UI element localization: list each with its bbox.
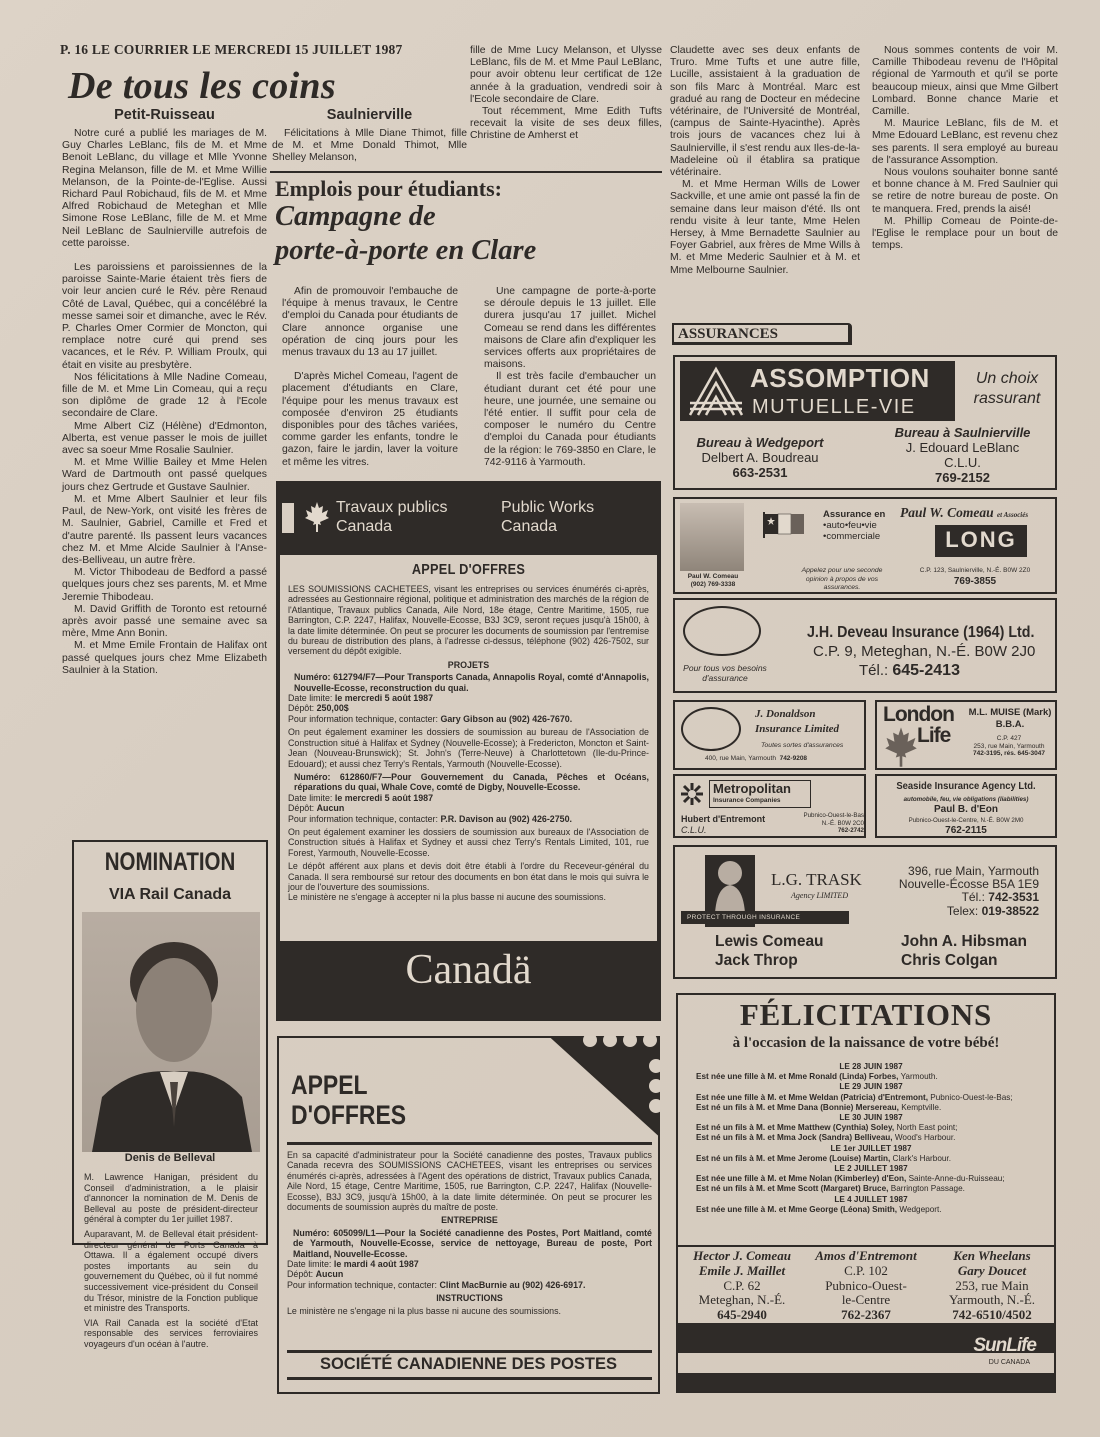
emplois-headline-line1: Campagne de [275, 201, 436, 232]
announcement-entry [696, 1072, 1046, 1082]
postes-title-line2: D'OFFRES [291, 1100, 407, 1130]
saulnierville-text-c [670, 45, 860, 277]
parents: Est née une fille à M. et Mme George (Léona) Smith, [696, 1204, 898, 1214]
agent-name: Lewis Comeau [715, 933, 824, 950]
parents: Est né un fils à M. et Mme Matthew (Cynthia) Soley, [696, 1123, 895, 1133]
address-line [705, 755, 807, 762]
parents: Est né un fils à M. et Mma Jock (Sandra) Belliveau, [696, 1133, 893, 1143]
paragraph: M. Lawrence Hanigan, président du Conseil d'administration, a le plaisir d'annoncer la nomination de M. Denis de Belleval au poste de président-directeur général à compter du 1er juillet 1987. [84, 1172, 258, 1225]
tagline: Toutes sortes d'assurances [761, 742, 844, 749]
paragraph: M. et Mme Albert Saulnier et leur fils Paul, de New-York, ont visité les frères de M. Saulnier, Gabriel, Camille et Fred et d'autre parenté. Ils passent leurs vacances chez M. et Mme Alcide Saulnier à l'Anse-des-Belliveau, un autre frère. [62, 493, 267, 566]
instructions-heading: INSTRUCTIONS [436, 1293, 503, 1304]
org-name-en [501, 498, 594, 536]
paragraph: Une campagne de porte-à-porte se déroule depuis le 13 juillet. Elle durera jusqu'au 17 juillet. Michel Comeau se rend dans les différentes maisons de Clare afin d'expliquer les services offerts aux propriétaires de maisons. [484, 286, 656, 371]
place: Kemptville. [898, 1102, 942, 1112]
label: Pour information technique, contacter: [288, 813, 441, 824]
long-real-estate-logo: LONG [935, 525, 1027, 557]
place: Pubnico-Ouest-le-Bas; [928, 1092, 1013, 1102]
agent-title: C.L.U. [681, 825, 707, 835]
london-life-ad [875, 700, 1057, 770]
project-entry [288, 672, 649, 769]
felicitations-ad [676, 993, 1056, 1393]
address-line: 253, rue Main [955, 1277, 1029, 1293]
parents: Est née une fille à M. et Mme Weldan (Patricia) d'Entremont, [696, 1092, 929, 1102]
public-works-tender-ad [276, 481, 661, 1021]
address-line: C.P. 102 [844, 1262, 888, 1278]
address [790, 812, 864, 835]
phone: 645-2940 [717, 1307, 767, 1323]
birth-announcements [696, 1062, 1046, 1215]
london-life-logo: London [883, 703, 954, 726]
saulnierville-text-d [872, 45, 1058, 252]
paragraph: M. et Mme Willie Bailey et Mme Helen Ward de Dartmouth ont passé quelques jours chez Gertrude et Gustave Saulnier. [62, 457, 267, 493]
photo-caption [677, 573, 749, 588]
value: Aucun [316, 803, 345, 814]
address: Pubnico-Ouest-le-Centre, N.-É. B0W 2M0 [908, 817, 1024, 824]
project-note: On peut également examiner les dossiers de soumission au bureau de l'Association de Construction situé à Halifax et Sydney (Nouvelle-Ecosse); à Fredericton, Moncton et Saint-Jean (Nouveau-Brunswick); St. John's (Terre-Neuve) à Charlottetown (Ile-du-Prince-Edouard); et aussi chez Terry's Rentals, Yarmouth (Nouvelle-Ecosse). [288, 727, 649, 769]
sunlife-logo: SunLife [973, 1335, 1036, 1356]
project-entry [288, 772, 649, 858]
announcement-entry [696, 1184, 1046, 1194]
phone: 762-2367 [841, 1307, 891, 1323]
value: le mercredi 5 août 1987 [334, 792, 434, 803]
place: Clark's Harbour. [890, 1153, 951, 1163]
phones: 742-3195, rés. 645-3047 [973, 750, 1045, 757]
project-deposit [288, 803, 649, 813]
deveau-insurance-ad [673, 598, 1057, 693]
disclaimer: Le ministère ne s'engage à accepter ni la plus basse ni aucune des soumissions. [288, 892, 606, 903]
sunlife-agent-block [682, 1249, 802, 1323]
acadian-flag-icon [763, 512, 805, 538]
emplois-headline-line2: porte-à-porte en Clare [275, 235, 537, 266]
divider [678, 1245, 1054, 1247]
trask-name: L.G. TRASK [771, 870, 862, 889]
postes-contact [287, 1280, 652, 1290]
parents: Est née une fille à M. et Mme Ronald (Linda) Forbes, [696, 1072, 899, 1082]
announcement-entry [696, 1205, 1046, 1215]
announcement-date: LE 29 JUIN 1987 [839, 1082, 903, 1092]
phone: 742-9208 [779, 755, 808, 762]
paragraph: M. et Mme Herman Wills de Lower Sackville, et une amie ont passé la fin de semaine dans leur maison d'été. Ils ont rendu visite à leur tante, Mme Helen Hersey, à Mme Bernadette Saulnier au Foyer Gabriel, aux frères de Mme Wills à M. et Mme Mederic Saulnier et à M. et Mme Melbourne Saulnier. [670, 179, 860, 276]
company-name: Seaside Insurance Agency Ltd. [896, 780, 1036, 792]
triangle-logo-icon [686, 365, 746, 417]
agent-name: Delbert A. Boudreau [701, 450, 819, 465]
label: Dépôt: [287, 1269, 314, 1280]
label: Dépôt: [288, 703, 317, 714]
agent [963, 707, 1057, 731]
agent-name: Ken Wheelans [953, 1248, 1031, 1263]
call-to-action: Appelez pour une seconde opinion à propos de vos assurances. [801, 567, 883, 591]
metropolitan-star-icon [679, 781, 705, 807]
page-folio: P. 16 LE COURRIER LE MERCREDI 15 JUILLET 1987 [60, 42, 403, 57]
maple-leaf-icon [304, 501, 330, 533]
ins-line: •commerciale [823, 531, 881, 542]
company-name [755, 707, 839, 737]
saulnierville-text-b [470, 45, 662, 143]
agent-name: Amos d'Entremont [815, 1248, 917, 1263]
office-label: Bureau à Saulnierville [894, 425, 1031, 440]
phone: 663-2531 [732, 465, 788, 480]
label: Pour information technique, contacter: [288, 713, 441, 724]
postes-tender-ad [277, 1036, 660, 1394]
office-saulnierville [875, 425, 1050, 485]
place: Yarmouth. [898, 1072, 938, 1082]
address: C.P. 123, Saulnierville, N.-É. B0W 2Z0 [919, 567, 1031, 574]
lion-figure-icon [705, 855, 755, 915]
paragraph: M. Phillip Comeau de Pointe-de-l'Eglise le remplace pour un bout de temps. [872, 215, 1058, 252]
agent-degree: B.B.A. [995, 719, 1025, 730]
firm-suffix: et Associés [997, 511, 1029, 519]
label: Date limite: [288, 792, 335, 803]
announcement-date: LE 1er JUILLET 1987 [830, 1143, 912, 1153]
metropolitan-logo [709, 780, 811, 808]
paragraph: Nous sommes contents de voir M. Camille Thibodeau revenu de l'Hôpital régional de Yarmouth et qu'il se porte beaucoup mieux, ainsi que Mme Gilbert Lombard. Bonne chance Marie et Camille. [872, 45, 1058, 118]
nomination-title: NOMINATION [104, 848, 236, 876]
sunlife-band [678, 1373, 1054, 1391]
agent-name: Emile J. Maillet [698, 1262, 786, 1278]
agent-name: John A. Hibsman [901, 933, 1028, 950]
announcement-date: LE 30 JUIN 1987 [839, 1113, 903, 1123]
phone: 742-6510/4502 [952, 1307, 1032, 1323]
announcement-entry [696, 1174, 1046, 1184]
paragraph: Nous voulons souhaiter bonne santé et bonne chance à M. Fred Saulnier qui se retire de notre bureau de poste. On te manquera. Fred, prends la aisé! [872, 167, 1058, 215]
paragraph: Afin de promouvoir l'embauche de l'équipe à menus travaux, le Centre d'emploi du Canada pour étudiants de Clare annonce organise une opération de cinq jours pour les menus travaux du 13 au 17 juillet. [282, 286, 458, 359]
agent-name: Hector J. Comeau [693, 1248, 791, 1263]
postes-title-line1: APPEL [291, 1070, 368, 1100]
paragraph: Félicitations à Mlle Diane Thimot, fille de M. et Mme Donald Thimot, Mlle Shelley Melanson, [272, 128, 467, 164]
project-number: Numéro: 612860/F7—Pour Gouvernement du Canada, Pêches et Océans, réparations du quai, Whale Cove, comté de Digby, Nouvelle-Ecosse. [294, 771, 649, 793]
logo-word: Metropolitan [713, 781, 791, 796]
petit-ruisseau-column [62, 107, 267, 677]
project-deadline [288, 693, 649, 703]
petit-ruisseau-body [62, 128, 267, 677]
label: Dépôt: [288, 803, 317, 814]
address: 400, rue Main, Yarmouth [705, 755, 776, 762]
projects-heading: PROJETS [447, 659, 490, 670]
org-en-line: Public Works [501, 499, 595, 516]
label: Date limite: [288, 693, 335, 704]
announcement-entry [696, 1123, 1046, 1133]
section-title: De tous les coins [68, 65, 336, 107]
firm: Paul W. Comeau [900, 505, 994, 520]
emplois-headline [275, 200, 536, 268]
org-en-line: Canada [501, 518, 558, 535]
value: Clint MacBurnie au (902) 426-6917. [439, 1279, 586, 1290]
agents-right [901, 932, 1027, 970]
ins-heading: Assurance en [823, 509, 886, 520]
london-life-logo-life: Life [917, 724, 951, 747]
office-label: Bureau à Wedgeport [696, 435, 824, 450]
tagline: Pour tous vos besoins d'assurance [683, 663, 767, 683]
announcement-date: LE 4 JUILLET 1987 [834, 1194, 908, 1204]
address [959, 735, 1059, 758]
postage-stamp-icon [550, 1036, 660, 1136]
article-divider [270, 171, 662, 173]
public-works-notice [280, 555, 657, 941]
agent-name: Paul B. d'Eon [933, 804, 999, 815]
paragraph: Mme Albert CiZ (Hélène) d'Edmonton, Alberta, est venue passer le mois de juillet avec sa soeur Mme Rosalie Saulnier. [62, 420, 267, 457]
paragraph: Claudette avec ses deux enfants de Truro. Mme Tufts et une autre fille, Lucille, assistaient à la graduation de son fils Marc à Montréal. Marc est gradué au rang de Docteur en médecine vétérinaire, de l'Université de Montréal, (campus de Sainte-Hyacinthe). Après trois jours de vacances chez lui à Saulnierville, il s'est rendu aux Iles-de-la-Madeleine où il établira sa pratique vétérinaire. [670, 45, 860, 179]
parents: Est née une fille à M. et Mme Nolan (Kimberley) d'Eon, [696, 1174, 907, 1184]
public-works-header [276, 481, 661, 553]
felicitations-subtitle: à l'occasion de la naissance de votre bébé! [732, 1035, 1000, 1051]
trask-banner: PROTECT THROUGH INSURANCE [681, 911, 849, 924]
projects-list [288, 672, 649, 858]
postes-deadline [287, 1259, 652, 1269]
paragraph: Nos félicitations à Mlle Nadine Comeau, fille de M. et Mme Lin Comeau, qui a reçu son diplôme de grade 12 à l'Ecole secondaire de Clare. [62, 371, 267, 420]
assomption-logo [680, 361, 955, 421]
portrait-figure-icon [82, 912, 260, 1152]
name-line: J. Donaldson [755, 708, 816, 720]
paragraph: Il est très facile d'embaucher un étudiant durant cet été pour une heure, une journée, une semaine ou l'été entier. Il suffit pour cela de composer le numéro du Centre d'emploi du Canada pour étudiants de la région: le 769-3850 en Clare, le 742-9116 à Yarmouth. [484, 371, 656, 468]
logo-word: MUTUELLE-VIE [752, 396, 916, 418]
project-deposit [288, 703, 649, 713]
caption-phone: (902) 769-3338 [690, 580, 736, 588]
insurance-types [823, 509, 885, 542]
postes-project-number: Numéro: 605099/L1—Pour la Société canadienne des Postes, Port Maitland, comté de Yarmouth, Nouvelle-Ecosse, service de nettoyage, Bureau de poste, Port Maitland, Nouvelle-Ecosse. [293, 1227, 652, 1259]
label: Pour information technique, contacter: [287, 1279, 437, 1290]
felicitations-title: FÉLICITATIONS [739, 997, 993, 1032]
tagline: automobile, feu, vie obligations (liabilities) [903, 796, 1029, 803]
address-line: Pubnico-Ouest- [825, 1277, 907, 1293]
address: C.P. 9, Meteghan, N.-É. B0W 2J0 [813, 643, 1036, 660]
announcement-entry [696, 1103, 1046, 1113]
label: Telex: [946, 903, 979, 918]
postes-body [287, 1150, 652, 1316]
street: 253, rue Main, Yarmouth [973, 742, 1045, 750]
telex: 019-38522 [981, 903, 1039, 918]
independent-agent-logo-icon [681, 707, 741, 751]
instructions-text: Le ministère ne s'engage ni la plus basse ni aucune des soumissions. [287, 1305, 562, 1316]
parents: Est né un fils à M. et Mme Scott (Margaret) Bruce, [696, 1184, 889, 1194]
org-fr-line: Travaux publics [336, 499, 448, 516]
address-line: Pubnico-Ouest-le-Bas [803, 812, 864, 819]
place: North East point; [894, 1123, 958, 1133]
phone: 762-2115 [945, 825, 987, 836]
assomption-tagline: Un choix rassurant [973, 370, 1041, 407]
parents: Est né un fils à M. et Mme Jerome (Louise) Martin, [696, 1153, 891, 1163]
paragraph: Notre curé a publié les mariages de M. Guy Charles LeBlanc, fils de M. et Mme Benoit LeBlanc, du village et Mlle Yvonne Regina Melanson, fille de M. et Mme Willie Melanson, de la Pointe-de-l'Eglise. Aussi Richard Paul Robichaud, fils de M. et Mme Alfred Robichaud de Meteghan et Mlle Simone Rose LeBlanc, fille de M. et Mme Neil LeBlanc de Saulnierville autrefois de cette paroisse. [62, 128, 267, 249]
canada-wordmark: Canadä [405, 947, 532, 993]
address-line: Yarmouth, N.-É. [948, 1292, 1036, 1308]
phone: 769-3855 [953, 576, 997, 587]
project-note: On peut également examiner les dossiers de soumission aux bureaux de l'Association de Construction situés à Halifax et Sydney et aussi chez Terry's Rentals Limited, 101, rue Forest, Yarmouth, Nouvelle-Ecosse. [288, 826, 649, 858]
phone: 645-2413 [892, 662, 960, 679]
caption-name: Paul W. Comeau [687, 573, 739, 580]
place: Sainte-Anne-du-Ruisseau; [906, 1174, 1005, 1184]
agent-title: C.L.U. [944, 455, 981, 470]
photo-caption: Denis de Belleval [124, 1152, 216, 1164]
announcement-entry [696, 1093, 1046, 1103]
paragraph: VIA Rail Canada est la société d'Etat responsable des services ferroviaires voyageurs d'un océan à l'autre. [84, 1317, 258, 1349]
tender-title: APPEL D'OFFRES [411, 561, 526, 578]
flag-bar-icon [282, 503, 294, 533]
portrait-photo [82, 912, 260, 1152]
agent-name: Gary Doucet [957, 1262, 1027, 1278]
agents-left [715, 932, 824, 970]
value: le mardi 4 août 1987 [333, 1259, 419, 1270]
paragraph: M. David Griffith de Toronto est retourné après avoir passé une semaine avec sa mère, Mme Ann Bonin. [62, 603, 267, 640]
donaldson-insurance-ad [673, 700, 866, 770]
paragraph: M. Maurice LeBlanc, fils de M. et Mme Edouard LeBlanc, est revenu chez ses parents. Il sera employé au bureau de l'assurance Assomption. [872, 118, 1058, 166]
divider [287, 1350, 652, 1353]
divider [287, 1377, 652, 1380]
sunlife-agent-block [806, 1249, 926, 1323]
place: Barrington Passage. [888, 1184, 965, 1194]
postes-title [291, 1070, 406, 1130]
value: Aucun [315, 1269, 344, 1280]
place: Wood's Harbour. [892, 1133, 956, 1143]
divider [287, 1142, 652, 1145]
phone: 762-2742 [837, 827, 864, 834]
logo-sub: Insurance Companies [713, 797, 781, 804]
emplois-col-1 [282, 286, 458, 469]
emplois-kicker: Emplois pour étudiants: [275, 176, 502, 201]
address-line: 396, rue Main, Yarmouth [908, 864, 1039, 878]
petit-ruisseau-heading: Petit-Ruisseau [114, 107, 215, 123]
ins-line: •auto•feu•vie [823, 520, 877, 531]
company-name: J.H. Deveau Insurance (1964) Ltd. [807, 624, 1035, 641]
agent-name: J. Edouard LeBlanc [905, 440, 1020, 455]
independent-agent-logo-icon [683, 606, 761, 656]
phone: 769-2152 [935, 470, 990, 485]
address-line: Meteghan, N.-É. [698, 1292, 786, 1308]
paul-comeau-ad [673, 497, 1057, 594]
tender-intro: LES SOUMISSIONS CACHETEES, visant les entreprises ou services énumérés ci-après, adressées au Gestionnaire régional, politique et administration des marchés de la région de l'Atlantique, Travaux publics Canada, Aile Nord, 18e étage, Centre Maritime, 1505, rue Barrington, C.P. 2247, Halifax, Nouvelle-Ecosse, B3J 3C9, seront reçues jusqu'à 15h00, à la date limite déterminée. On peut se procurer les documents de soumission par l'entremise du bureau de distribution des plans, à l'adresse ci-dessus, téléphone (902) 426-7502, sur versement du dépôt exigible. [288, 584, 649, 657]
postes-footer: SOCIÉTÉ CANADIENNE DES POSTES [319, 1355, 618, 1373]
paragraph: fille de Mme Lucy Melanson, et Ulysse LeBlanc, fils de M. et Mme Paul LeBlanc, pour avoir obtenu leur certificat de 12e année à la graduation, vendredi soir à l'Ecole secondaire de Clare. [470, 45, 662, 105]
trask-agency-ad [673, 845, 1057, 979]
paragraph: Auparavant, M. de Belleval était président-directeur général de Ports Canada à Ottawa. Il a également occupé divers postes importants au sein du gouvernement du Québec, où il fut nommé successivement vice-président du Conseil du Trésor, ministre de la Fonction publique et ministre des Transports. [84, 1228, 258, 1314]
firm-name [900, 505, 1028, 521]
org-name-fr [336, 498, 447, 536]
saulnierville-text-a [272, 128, 467, 165]
agent [681, 814, 765, 836]
address-line: C.P. 62 [723, 1277, 761, 1293]
emplois-col-2 [484, 286, 656, 469]
agent-name: M.L. MUISE (Mark) [968, 707, 1052, 718]
tel: 742-3531 [988, 890, 1039, 905]
seaside-insurance-ad [875, 774, 1057, 838]
agent-name: Chris Colgan [901, 952, 998, 969]
value: le mercredi 5 août 1987 [334, 693, 434, 704]
org-fr-line: Canada [336, 518, 393, 535]
deposit-note: Le dépôt afférent aux plans et devis doit être établi à l'ordre du Receveur-général du Canada. Il sera remboursé sur retour des documents en bon état dans le mois qui suivra le jour de l'ouverture des soumissions. [288, 861, 649, 892]
value: Gary Gibson au (902) 426-7670. [440, 713, 573, 724]
value: P.R. Davison au (902) 426-2750. [440, 813, 573, 824]
paragraph: D'après Michel Comeau, l'agent de placement d'étudiants en Clare, l'équipe pour les menus travaux est composée d'environ 25 étudiants disponibles pour des tâches variées, comme garder les enfants, tondre le gazon, faire le jardin, laver la voiture et même les vitres. [282, 371, 458, 468]
announcement-date: LE 28 JUIN 1987 [839, 1062, 903, 1071]
assurances-section-tab: ASSURANCES [672, 323, 852, 345]
postes-intro: En sa capacité d'administrateur pour la Société canadienne des postes, Travaux publics Canada recevra des SOUMISSIONS CACHETEES, visant les entreprises ou services énumérés ci-après, adressées à l'Agent des opérations de district, Travaux publics Canada, Aile Nord, 15 étage, Centre Maritime, 1505, rue Barrington, C.P. 2247, Halifax (Nouvelle-Ecosse), B3J 3C9, jusqu'à 15h00, à la date limite déterminée. On peut se procurer les documents de soumission auprès du maître de poste. [287, 1150, 652, 1213]
postes-deposit [287, 1269, 652, 1279]
announcement-entry [696, 1133, 1046, 1143]
announcement-entry [696, 1154, 1046, 1164]
announcement-date: LE 2 JUILLET 1987 [834, 1164, 908, 1174]
logo-word: ASSOMPTION [750, 363, 930, 393]
agent-name: Jack Throp [715, 952, 798, 969]
phone-line [859, 662, 960, 680]
project-contact [288, 814, 649, 824]
po-box: C.P. 427 [996, 735, 1022, 742]
office-wedgeport [685, 435, 835, 480]
maple-leaf-icon [881, 726, 921, 768]
agent-name: Hubert d'Entremont [681, 814, 766, 824]
name-line: Insurance Limited [755, 723, 840, 735]
label: Date limite: [287, 1259, 332, 1270]
address-line: Nouvelle-Écosse B5A 1E9 [898, 877, 1039, 892]
paragraph: M. Victor Thibodeau de Bedford a passé quelques jours chez ses parents, M. et Mme Jeremie Thibodeau. [62, 567, 267, 603]
nomination-text [84, 1172, 258, 1350]
address-line: le-Centre [841, 1292, 891, 1308]
place: Wedgeport. [897, 1204, 942, 1214]
project-contact [288, 714, 649, 724]
saulnierville-heading: Saulnierville [326, 107, 413, 123]
paragraph: Les paroissiens et paroissiennes de la paroisse Sainte-Marie étaient très fiers de voir leur ancien curé le Rév. père Renaud Côté de Laval, Québec, qui a concélébré la messe samei soir et dimanche, avec le Rév. P. Charles Omer Cormier de Moncton, qui remplace notre curé qui prend ses vacances, et le Rév. P. William Proulx, qui était en visite au presbytère. [62, 262, 267, 371]
assomption-ad [673, 355, 1057, 490]
project-deadline [288, 793, 649, 803]
entreprise-heading: ENTREPRISE [441, 1215, 498, 1226]
trask-agency: Agency LIMITED [791, 891, 849, 900]
tel-label: Tél.: [859, 662, 889, 679]
nomination-subtitle: VIA Rail Canada [108, 886, 232, 903]
paragraph: Tout récemment, Mme Edith Tufts recevait la visite de ses deux filles, Christine de Amherst et [470, 106, 662, 142]
sunlife-agent-block [932, 1249, 1052, 1323]
label: Tél.: [961, 890, 985, 905]
paragraph: M. et Mme Emile Frontain de Halifax ont passé quelques jours chez Mme Elizabeth Saulnier à la Station. [62, 640, 267, 676]
agent-photo [680, 503, 744, 571]
trask-address [875, 865, 1039, 918]
metropolitan-ad [673, 774, 866, 838]
project-number: Numéro: 612794/F7—Pour Transports Canada, Annapolis Royal, comté d'Annapolis, Nouvelle-Ecosse, reconstruction du quai. [294, 672, 649, 693]
telex-line [875, 905, 1039, 918]
parents: Est né un fils à M. et Mme Dana (Bonnie) Mersereau, [696, 1102, 899, 1112]
sunlife-sub: DU CANADA [988, 1359, 1030, 1366]
saulnierville-col-a [272, 107, 467, 165]
address-line: N.-É. B0W 2C0 [821, 819, 864, 827]
value: 250,00$ [316, 703, 349, 714]
